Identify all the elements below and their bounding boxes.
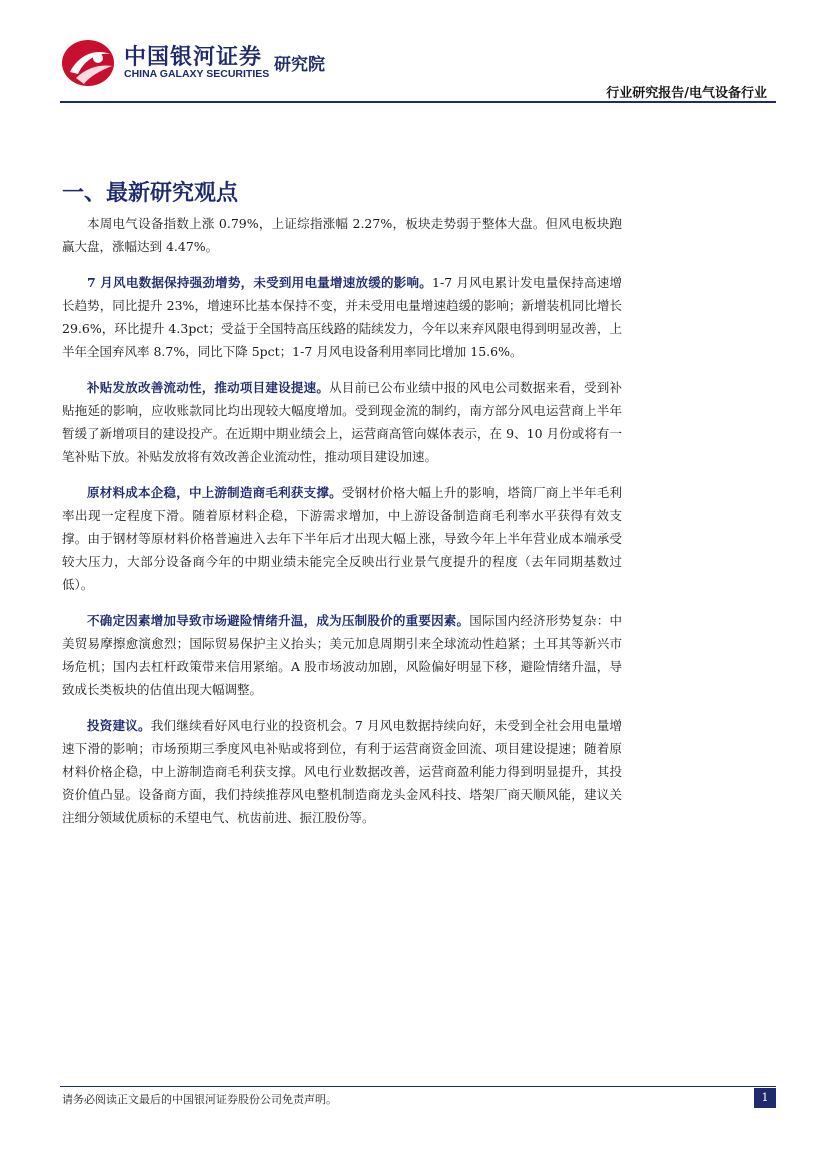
paragraph-lead: 投资建议。 xyxy=(87,718,151,733)
paragraph-text: 我们继续看好风电行业的投资机会。7 月风电数据持续向好，未受到全社会用电量增速下滑的影响；市场预期三季度风电补贴或将到位，有利于运营商资金回流、项目建设提速；随着原材料价格企稳，中上游制造商毛利获支撑。风电行业数据改善，运营商盈利能力得到明显提升，其投资价值凸显。设备商方面，我们持续推荐风电整机制造商龙头金风科技、塔架厂商天顺风能，建议关注细分领域优质标的禾望电气、杭齿前进、振江股份等。 xyxy=(62,718,622,825)
footer-divider xyxy=(60,1086,776,1087)
paragraph xyxy=(62,481,622,596)
paragraph-text: 本周电气设备指数上涨 0.79%，上证综指涨幅 2.27%，板块走势弱于整体大盘。但风电板块跑赢大盘，涨幅达到 4.47%。 xyxy=(62,216,622,254)
paragraph-lead: 原材料成本企稳，中上游制造商毛利获支撑。 xyxy=(87,485,342,500)
section-title: 一、最新研究观点 xyxy=(62,180,239,206)
paragraph xyxy=(62,376,622,468)
report-type-label: 行业研究报告/电气设备行业 xyxy=(606,86,767,101)
paragraph-lead: 补贴发放改善流动性，推动项目建设提速。 xyxy=(87,380,330,395)
paragraph-lead: 7 月风电数据保持强劲增势，未受到用电量增速放缓的影响。 xyxy=(87,275,433,290)
company-logo xyxy=(60,38,350,88)
paragraph xyxy=(62,609,622,701)
report-body xyxy=(62,212,622,842)
paragraph-text: 从目前已公布业绩中报的风电公司数据来看，受到补贴拖延的影响，应收账款同比均出现较大幅度增加。受到现金流的制约，南方部分风电运营商上半年暂缓了新增项目的建设投产。在近期中期业绩会上，运营商高管向媒体表示，在 9、10 月份或将有一笔补贴下放。补贴发放将有效改善企业流动性，推动项目建设加速。 xyxy=(62,380,622,464)
logo-subtitle: 研究院 xyxy=(274,55,325,75)
paragraph xyxy=(62,714,622,829)
paragraph-lead: 不确定因素增加导致市场避险情绪升温，成为压制股价的重要因素。 xyxy=(87,613,470,628)
paragraph-text: 国际国内经济形势复杂：中美贸易摩擦愈演愈烈；国际贸易保护主义抬头；美元加息周期引来全球流动性趋紧；土耳其等新兴市场危机；国内去杠杆政策带来信用紧缩。A 股市场波动加剧，风险偏好明显下移，避险情绪升温，导致成长类板块的估值出现大幅调整。 xyxy=(62,613,622,697)
logo-chinese-name: 中国银河证券 xyxy=(124,45,263,70)
galaxy-logo-icon xyxy=(60,38,116,88)
page-number: 1 xyxy=(754,1088,776,1108)
logo-english-name: CHINA GALAXY SECURITIES xyxy=(124,68,270,80)
paragraph-text: 1-7 月风电累计发电量保持高速增长趋势，同比提升 23%，增速环比基本保持不变，并未受用电量增速趋缓的影响；新增装机同比增长 29.6%，环比提升 4.3pct；受益于全国特高压线路的陆续发力，今年以来弃风限电得到明显改善，上半年全国弃风率 8.7%，同比下降 5pct；1-7 月风电设备利用率同比增加 15.6%。 xyxy=(62,275,622,359)
header-divider xyxy=(60,101,776,103)
disclaimer-note: 请务必阅读正文最后的中国银河证券股份公司免责声明。 xyxy=(62,1093,337,1106)
paragraph-text: 受钢材价格大幅上升的影响，塔筒厂商上半年毛利率出现一定程度下滑。随着原材料企稳，下游需求增加，中上游设备制造商毛利率水平获得有效支撑。由于钢材等原材料价格普遍进入去年下半年后才出现大幅上涨，导致今年上半年营业成本端承受较大压力，大部分设备商今年的中期业绩未能完全反映出行业景气度提升的程度（去年同期基数过低）。 xyxy=(62,485,622,592)
paragraph xyxy=(62,212,622,258)
paragraph xyxy=(62,271,622,363)
